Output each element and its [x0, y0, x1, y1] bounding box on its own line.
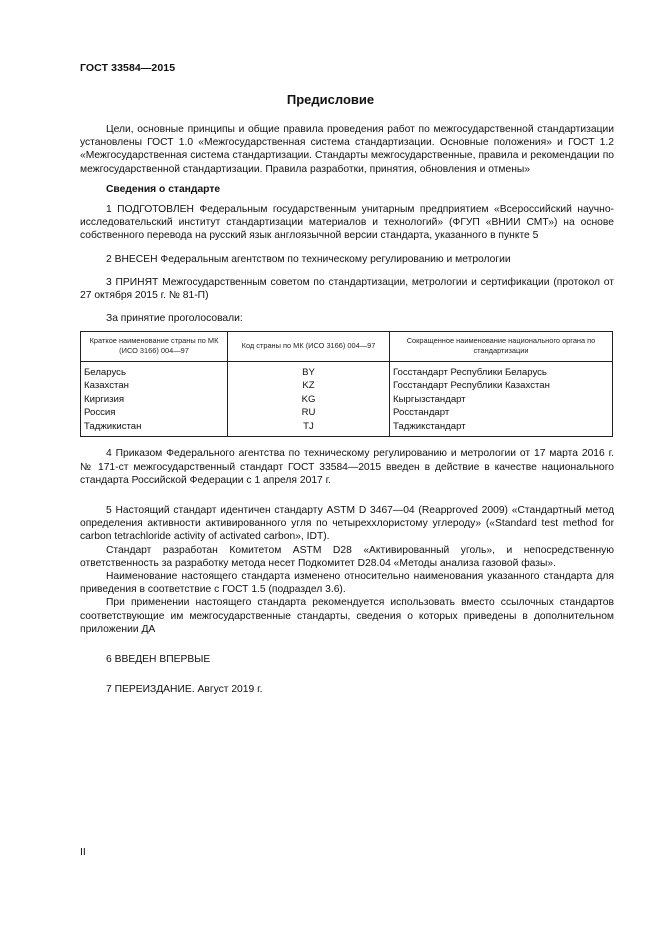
table-cell-country: Таджикистан — [81, 420, 228, 437]
item-5-title-changed: Наименование настоящего стандарта изменено относительно наименования указанного стандарта для приведения в соответствие с ГОСТ 1.5 (подраздел 3.6). — [80, 571, 614, 596]
item-2-submitted: 2 ВНЕСЕН Федеральным агентством по техническому регулированию и метрологии — [106, 253, 511, 265]
table-cell-country: Киргизия — [81, 393, 228, 407]
table-cell-code: KZ — [228, 379, 390, 393]
item-5-references: При применении настоящего стандарта рекомендуется использовать вместо ссылочных стандартов соответствующие им межгосударственные стандарты, сведения о которых приведены в дополнительном приложении ДА — [80, 597, 614, 635]
table-cell-country: Беларусь — [81, 362, 228, 379]
table-cell-body: Росстандарт — [390, 406, 613, 420]
document-code-header: ГОСТ 33584—2015 — [80, 62, 176, 74]
votes-table — [80, 331, 613, 437]
table-header-code: Код страны по МК (ИСО 3166) 004—97 — [228, 332, 390, 362]
table-header-body: Сокращенное наименование национального органа по стандартизации — [390, 332, 613, 362]
item-5-developer: Стандарт разработан Комитетом ASTM D28 «Активированный уголь», и непосредственную ответственность за разработку метода несет Подкомитет D28.04 «Методы анализа газовой фазы». — [80, 544, 614, 569]
item-3-adopted: 3 ПРИНЯТ Межгосударственным советом по стандартизации, метрологии и сертификации (протокол от 27 октября 2015 г. № 81-П) — [80, 276, 614, 302]
item-4-order: 4 Приказом Федерального агентства по техническому регулированию и метрологии от 17 марта 2016 г. № 171-ст межгосударственный стандарт ГОСТ 33584—2015 введен в действие в качестве национального стандарта Российской Федерации с 1 апреля 2017 г. — [80, 448, 614, 486]
table-cell-code: KG — [228, 393, 390, 407]
table-cell-body: Кыргызстандарт — [390, 393, 613, 407]
table-header-country: Краткое наименование страны по МК (ИСО 3166) 004—97 — [81, 332, 228, 362]
item-5-identical: 5 Настоящий стандарт идентичен стандарту ASTM D 3467—04 (Reapproved 2009) «Стандартный метод определения активности активированного угля по четыреххлористому углероду» («Standard test method for carbon tetrachloride activity of activated carbon», IDT). — [80, 505, 614, 543]
table-cell-code: RU — [228, 406, 390, 420]
section-heading: Сведения о стандарте — [106, 183, 221, 195]
table-cell-body: Госстандарт Республики Беларусь — [390, 362, 613, 379]
table-row — [81, 406, 613, 420]
page-title: Предисловие — [286, 92, 375, 107]
page-number: II — [80, 846, 86, 858]
intro-paragraph: Цели, основные принципы и общие правила проведения работ по межгосударственной стандартизации установлены ГОСТ 1.0 «Межгосударственная система стандартизации. Основные положения» и ГОСТ 1.2 «Межгосударственная система стандартизации. Стандарты межгосударственные, правила и рекомендации по межгосударственной стандартизации. Правила разработки, принятия, обновления и отмены» — [80, 124, 614, 175]
table-row — [81, 379, 613, 393]
item-7-reissue: 7 ПЕРЕИЗДАНИЕ. Август 2019 г. — [106, 684, 263, 696]
table-cell-country: Казахстан — [81, 379, 228, 393]
table-cell-code: BY — [228, 362, 390, 379]
item-6-introduced: 6 ВВЕДЕН ВПЕРВЫЕ — [106, 654, 211, 666]
table-cell-body: Таджикстандарт — [390, 420, 613, 437]
votes-table-header-row — [81, 332, 613, 362]
table-cell-country: Россия — [81, 406, 228, 420]
table-row — [81, 393, 613, 407]
table-cell-code: TJ — [228, 420, 390, 437]
item-1-prepared: 1 ПОДГОТОВЛЕН Федеральным государственным унитарным предприятием «Всероссийский научно-исследовательский институт стандартизации материалов и технологий» (ФГУП «ВНИИ СМТ») на основе собственного перевода на русский язык англоязычной версии стандарта, указанного в пункте 5 — [80, 204, 614, 242]
table-row — [81, 420, 613, 437]
votes-caption: За принятие проголосовали: — [106, 313, 243, 325]
table-row — [81, 362, 613, 379]
table-cell-body: Госстандарт Республики Казахстан — [390, 379, 613, 393]
document-body — [80, 123, 614, 696]
